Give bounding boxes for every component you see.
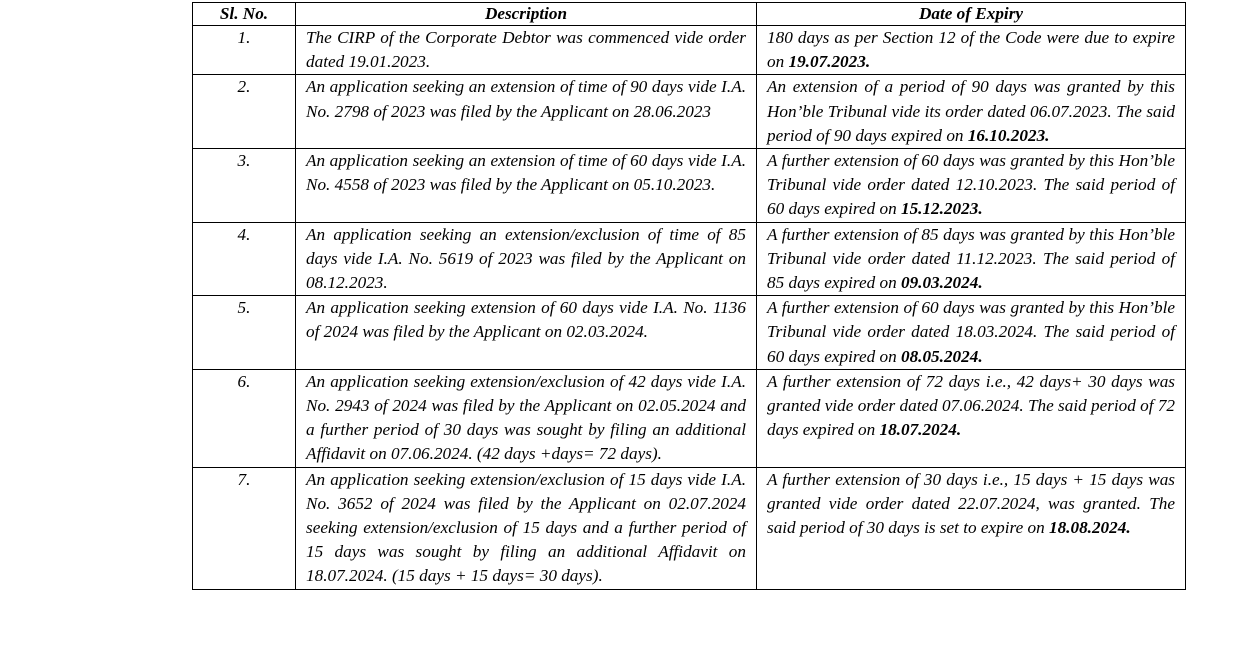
- table-row: [193, 369, 1186, 467]
- row-date-of-expiry: [757, 26, 1186, 75]
- expiry-text: A further extension of 72 days i.e., 42 days+ 30 days was granted vide order dated 07.06.2024. The said period of 72 days expired on: [767, 371, 1176, 440]
- row-sl-no: 4.: [193, 222, 296, 296]
- expiry-date: 18.08.2024.: [1048, 518, 1131, 538]
- table-row: [193, 26, 1186, 75]
- row-date-of-expiry: [757, 149, 1186, 223]
- table-row: [193, 222, 1186, 296]
- expiry-text: A further extension of 85 days was granted by this Hon’ble Tribunal vide order dated 11.12.2023. The said period of 85 days expired on: [767, 224, 1175, 293]
- row-date-of-expiry: [757, 75, 1186, 149]
- row-description: An application seeking extension of 60 days vide I.A. No. 1136 of 2024 was filed by the Applicant on 02.03.2024.: [296, 296, 757, 370]
- row-date-of-expiry: [757, 222, 1186, 296]
- expiry-date: 08.05.2024.: [900, 346, 983, 366]
- row-description: An application seeking an extension/exclusion of time of 85 days vide I.A. No. 5619 of 2023 was filed by the Applicant on 08.12.2023.: [296, 222, 757, 296]
- row-description: An application seeking an extension of time of 90 days vide I.A. No. 2798 of 2023 was filed by the Applicant on 28.06.2023: [296, 75, 757, 149]
- row-sl-no: 5.: [193, 296, 296, 370]
- header-description: Description: [296, 3, 757, 26]
- table-row: [193, 75, 1186, 149]
- expiry-date: 18.07.2024.: [879, 420, 962, 440]
- table-row: [193, 149, 1186, 223]
- table-header-row: [193, 3, 1186, 26]
- row-date-of-expiry: [757, 369, 1186, 467]
- row-description: The CIRP of the Corporate Debtor was commenced vide order dated 19.01.2023.: [296, 26, 757, 75]
- row-description: An application seeking an extension of time of 60 days vide I.A. No. 4558 of 2023 was filed by the Applicant on 05.10.2023.: [296, 149, 757, 223]
- row-date-of-expiry: [757, 296, 1186, 370]
- expiry-text: A further extension of 60 days was granted by this Hon’ble Tribunal vide order dated 18.03.2024. The said period of 60 days expired on: [767, 298, 1175, 366]
- row-date-of-expiry: [757, 467, 1186, 589]
- row-sl-no: 7.: [193, 467, 296, 589]
- expiry-date: 16.10.2023.: [967, 125, 1050, 145]
- expiry-text: A further extension of 60 days was granted by this Hon’ble Tribunal vide order dated 12.10.2023. The said period of 60 days expired on: [767, 151, 1175, 219]
- row-description: An application seeking extension/exclusion of 42 days vide I.A. No. 2943 of 2024 was filed by the Applicant on 02.05.2024 and a further period of 30 days was sought by filing an additional Affidavit on 07.06.2024. (42 days +days= 72 days).: [296, 369, 757, 467]
- cirp-extension-table: [192, 2, 1186, 590]
- row-sl-no: 3.: [193, 149, 296, 223]
- row-description: An application seeking extension/exclusion of 15 days vide I.A. No. 3652 of 2024 was filed by the Applicant on 02.07.2024 seeking extension/exclusion of 15 days and a further period of 15 days was sought by filing an additional Affidavit on 18.07.2024. (15 days + 15 days= 30 days).: [296, 467, 757, 589]
- table-row: [193, 467, 1186, 589]
- table-row: [193, 296, 1186, 370]
- row-sl-no: 6.: [193, 369, 296, 467]
- expiry-date: 15.12.2023.: [900, 199, 983, 219]
- header-date-of-expiry: Date of Expiry: [757, 3, 1186, 26]
- header-sl-no: Sl. No.: [193, 3, 296, 26]
- expiry-date: 19.07.2023.: [788, 52, 871, 72]
- row-sl-no: 1.: [193, 26, 296, 75]
- expiry-text: 180 days as per Section 12 of the Code were due to expire on: [767, 28, 1175, 72]
- expiry-date: 09.03.2024.: [900, 273, 983, 293]
- expiry-text: An extension of a period of 90 days was granted by this Hon’ble Tribunal vide its order dated 06.07.2023. The said period of 90 days expired on: [767, 77, 1175, 145]
- expiry-text: A further extension of 30 days i.e., 15 days + 15 days was granted vide order dated 22.07.2024, was granted. The said period of 30 days is set to expire on: [767, 469, 1175, 538]
- row-sl-no: 2.: [193, 75, 296, 149]
